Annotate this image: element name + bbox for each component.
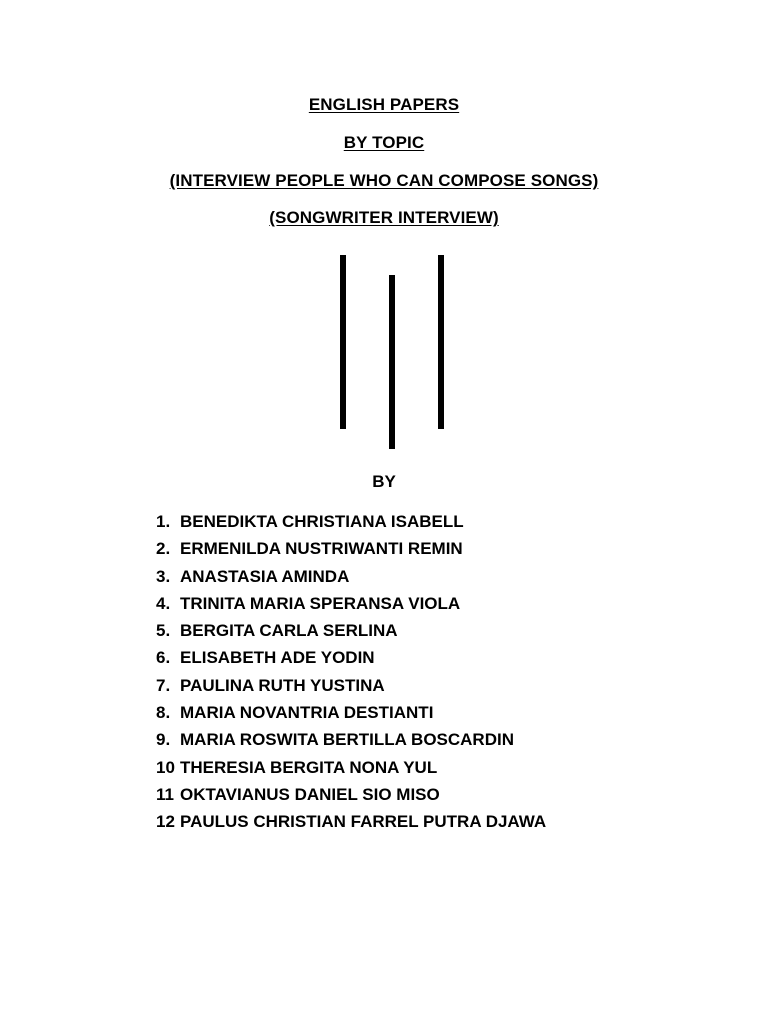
author-number: 12 (156, 812, 175, 832)
author-item (156, 508, 546, 535)
author-item (156, 726, 546, 753)
author-number: 2. (156, 539, 171, 559)
author-item (156, 644, 546, 671)
author-item (156, 672, 546, 699)
author-item (156, 808, 546, 835)
author-item (156, 590, 546, 617)
author-number: 9. (156, 730, 171, 750)
author-name: PAULINA RUTH YUSTINA (180, 675, 385, 695)
document-title: ENGLISH PAPERS (308, 95, 460, 114)
author-item (156, 699, 546, 726)
author-number: 3. (156, 566, 171, 586)
author-name: PAULUS CHRISTIAN FARREL PUTRA DJAWA (180, 812, 547, 832)
author-name: MARIA NOVANTRIA DESTIANTI (180, 703, 434, 723)
author-number: 6. (156, 648, 171, 668)
right-bar (438, 255, 444, 429)
author-name: ERMENILDA NUSTRIWANTI REMIN (180, 539, 463, 559)
topic-line: (INTERVIEW PEOPLE WHO CAN COMPOSE SONGS) (169, 171, 599, 190)
author-name: BERGITA CARLA SERLINA (180, 621, 398, 641)
author-number: 1. (156, 512, 171, 531)
by-label: BY (372, 472, 396, 491)
author-number: 10 (156, 757, 175, 777)
author-item (156, 535, 546, 562)
left-bar (340, 255, 346, 429)
author-item (156, 617, 546, 644)
author-name: BENEDIKTA CHRISTIANA ISABELL (180, 512, 464, 531)
author-number: 11 (156, 784, 174, 804)
author-item (156, 754, 546, 781)
author-name: MARIA ROSWITA BERTILLA BOSCARDIN (180, 730, 514, 750)
document-subtitle: BY TOPIC (343, 133, 425, 152)
author-name: OKTAVIANUS DANIEL SIO MISO (180, 784, 440, 804)
author-item (156, 781, 546, 808)
middle-bar (389, 275, 395, 449)
author-item (156, 563, 546, 590)
topic-subline: (SONGWRITER INTERVIEW) (269, 208, 499, 227)
author-name: TRINITA MARIA SPERANSA VIOLA (180, 593, 461, 613)
author-name: ELISABETH ADE YODIN (180, 648, 375, 668)
author-number: 5. (156, 621, 171, 641)
author-number: 4. (156, 593, 171, 613)
author-number: 7. (156, 675, 171, 695)
author-list (156, 508, 546, 836)
author-name: ANASTASIA AMINDA (180, 566, 350, 586)
author-number: 8. (156, 703, 171, 723)
author-name: THERESIA BERGITA NONA YUL (180, 757, 438, 777)
